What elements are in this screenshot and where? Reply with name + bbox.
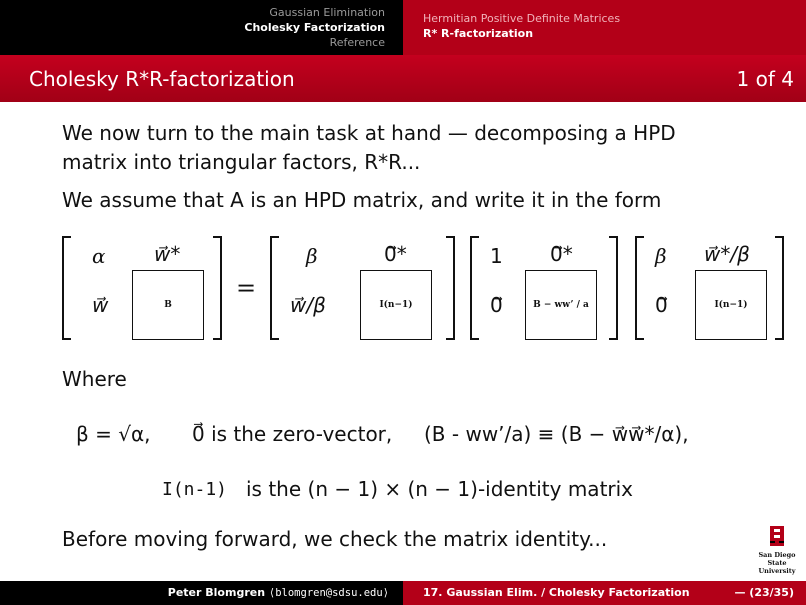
intro-line-2: matrix into triangular factors, R*R... xyxy=(62,150,421,174)
definition-schur-block: (B - ww’/a) ≡ (B − w⃗w⃗*/α), xyxy=(424,422,689,446)
section-navigation xyxy=(0,0,403,55)
bracket-right xyxy=(446,236,455,340)
matrix2-beta: β xyxy=(306,244,318,268)
identity-code: I(n-1) xyxy=(162,479,228,500)
bracket-right xyxy=(609,236,618,340)
matrix3-block-schur: B − ww’ / a xyxy=(525,270,597,340)
matrix1-w: w⃗ xyxy=(92,293,109,317)
logo-line-2: University xyxy=(758,567,796,575)
matrix4-block-identity: I(n−1) xyxy=(695,270,767,340)
matrix1-block-b: B xyxy=(132,270,204,340)
nav-subsection-rr-factorization[interactable]: R* R-factorization xyxy=(423,27,534,40)
bracket-left xyxy=(62,236,71,340)
footer-page-number: — (23/35) xyxy=(734,586,794,599)
matrix4-beta: β xyxy=(655,244,667,268)
matrix4-w-star-over-beta: w⃗*/β xyxy=(704,242,750,266)
footer-section: 17. Gaussian Elim. / Cholesky Factorization xyxy=(423,586,690,599)
nav-section-cholesky-factorization[interactable]: Cholesky Factorization xyxy=(244,21,385,34)
frame-title-bar xyxy=(0,55,806,102)
subsection-navigation xyxy=(403,0,806,55)
footer-section-panel xyxy=(403,581,806,605)
matrix3-one: 1 xyxy=(490,244,503,268)
bracket-right xyxy=(775,236,784,340)
sdsu-emblem-icon xyxy=(767,525,787,547)
matrix3-zero: 0⃗ xyxy=(490,293,503,317)
nav-subsection-hpd-matrices[interactable]: Hermitian Positive Definite Matrices xyxy=(423,12,621,25)
closing-text: Before moving forward, we check the matrix identity... xyxy=(62,527,608,551)
footer-email[interactable]: ⟨blomgren@sdsu.edu⟩ xyxy=(268,587,389,599)
intro-line-1: We now turn to the main task at hand — decomposing a HPD xyxy=(62,121,676,145)
definition-beta: β = √α, xyxy=(76,422,151,446)
nav-section-gaussian-elimination[interactable]: Gaussian Elimination xyxy=(269,6,385,19)
matrix1-w-star: w⃗* xyxy=(154,242,181,266)
footer-author: Peter Blomgren xyxy=(167,586,266,599)
bracket-right xyxy=(213,236,222,340)
bracket-left xyxy=(270,236,279,340)
frame-title: Cholesky R*R-factorization xyxy=(29,67,295,91)
matrix2-zero-star: 0⃗* xyxy=(384,242,407,266)
bracket-left xyxy=(470,236,479,340)
nav-section-reference[interactable]: Reference xyxy=(329,36,385,49)
matrix2-block-identity: I(n−1) xyxy=(360,270,432,340)
equals-sign: = xyxy=(236,274,257,302)
matrix4-zero: 0⃗ xyxy=(655,293,668,317)
where-label: Where xyxy=(62,367,127,391)
identity-description: is the (n − 1) × (n − 1)-identity matrix xyxy=(246,477,634,501)
matrix2-w-over-beta: w⃗/β xyxy=(290,293,326,317)
bracket-left xyxy=(635,236,644,340)
matrix-equation xyxy=(62,236,792,346)
definition-zero-vector: 0⃗ is the zero-vector, xyxy=(192,422,393,446)
assumption-text: We assume that A is an HPD matrix, and write it in the form xyxy=(62,188,662,212)
footer-author-panel xyxy=(0,581,403,605)
footer-bar xyxy=(0,581,806,605)
university-logo xyxy=(750,525,804,573)
matrix3-zero-star: 0⃗* xyxy=(550,242,573,266)
frame-counter: 1 of 4 xyxy=(736,67,794,91)
navigation-bar xyxy=(0,0,806,55)
logo-line-1: San Diego State xyxy=(758,551,796,567)
matrix1-alpha: α xyxy=(92,244,106,268)
